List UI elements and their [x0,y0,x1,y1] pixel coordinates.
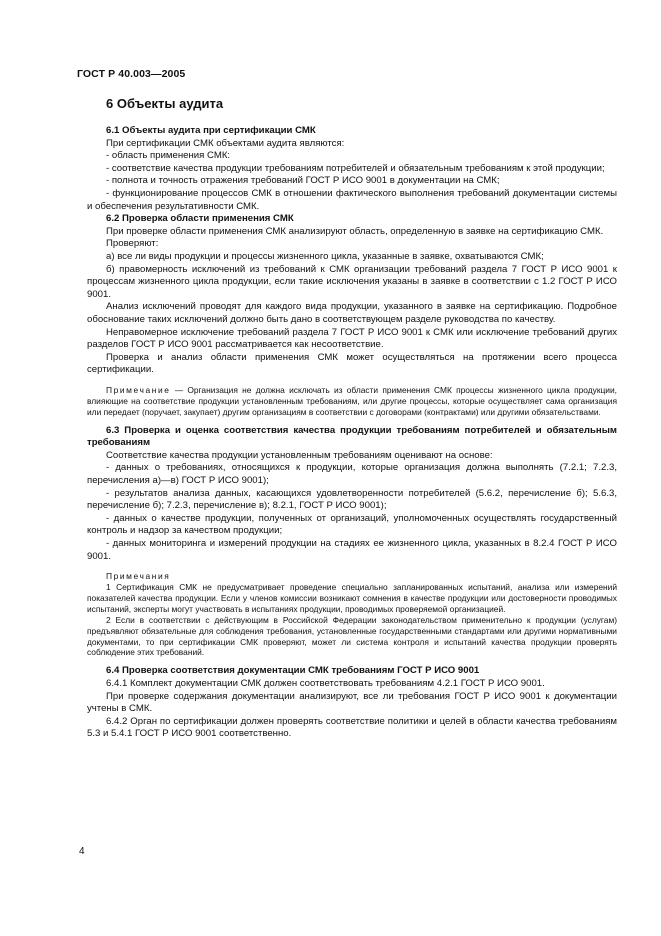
paragraph: Проверяют: [106,238,159,250]
paragraph: Соответствие качества продукции установленным требованиям оценивают на основе: [106,449,493,461]
paragraph: Анализ исключений проводят для каждого вида продукции, указанного в заявке на сертификацию. Подробное обоснование таких исключений должно быть дано в соответствующем разделе руководства по качеству. [87,301,617,325]
list-item: - функционирование процессов СМК в отношении фактического выполнения требований документации системы и обеспечения результативности СМК. [87,187,617,212]
list-item: - полнота и точность отражения требований ГОСТ Р ИСО 9001 в документации на СМК; [106,175,500,187]
list-item: - область применения СМК: [106,150,231,162]
paragraph: При проверке области применения СМК анализируют область, определенную в заявке на сертификацию СМК. [106,225,604,237]
list-item: а) все ли виды продукции и процессы жизненного цикла, указанные в заявке, охватываются СМК; [106,250,544,262]
note-2: 2 Если в соответствии с действующим в Российской Федерации законодательством применительно к продукции (услугам) предъявляют обязательные для соблюдения требования, установленные государственными стандартами или другими нормативными документами, то при сертификации СМК проверяют, может ли система контроля и испытаний качества продукции проверять соблюдение этих требований. [87,614,617,658]
paragraph: Проверка и анализ области применения СМК может осуществляться на протяжении всего процесса сертификации. [87,351,617,376]
note [87,385,617,418]
list-item: - результатов анализа данных, касающихся удовлетворенности потребителей (5.6.2, перечисление б); 5.6.3, перечисление б); 7.2.3, перечисление в); 8.2.1, ГОСТ Р ИСО 9001); [87,487,617,512]
paragraph: 6.4.2 Орган по сертификации должен проверять соответствие политики и целей в области качества требованиям 5.3 и 5.4.1 ГОСТ Р ИСО 9001 соответственно. [87,715,617,740]
list-item: б) правомерность исключений из требований к СМК организации требований раздела 7 ГОСТ Р ИСО 9001 к процессам жизненного цикла продукции, если такие исключения указаны в заявке в соответствии с 1.2 ГОСТ Р ИСО 9001. [87,263,617,300]
notes-label: Примечания [106,571,171,582]
document-body [87,125,617,741]
paragraph: При проверке содержания документации анализируют, все ли требования ГОСТ Р ИСО 9001 к документации учтены в СМК. [87,690,617,715]
paragraph: Неправомерное исключение требований раздела 7 ГОСТ Р ИСО 9001 к СМК или исключение требований других разделов ГОСТ Р ИСО 9001 рассматривается как несоответствие. [87,326,617,351]
subsection-heading-6-4: 6.4 Проверка соответствия документации СМК требованиям ГОСТ Р ИСО 9001 [106,665,480,677]
note-text: — Организация не должна исключать из области применения СМК процессы жизненного цикла продукции, влияющие на соответствие продукции установленным требованиям, или другие процессы, которые осуществляет сама организация или передает (поручает, закупает) другим организациям в соответствии с договорами (контрактами) или другими обязательствами. [87,384,617,417]
subsection-heading-6-3: 6.3 Проверка и оценка соответствия качества продукции требованиям потребителей и обязательным требованиям [87,424,617,449]
list-item: - данных мониторинга и измерений продукции на стадиях ее жизненного цикла, указанных в 8.2.4 ГОСТ Р ИСО 9001. [87,537,617,562]
page-number: 4 [79,846,85,857]
list-item: - данных о качестве продукции, полученных от организаций, уполномоченных осуществлять государственный контроль и надзор за качеством продукции; [87,512,617,537]
subsection-heading-6-1: 6.1 Объекты аудита при сертификации СМК [106,125,316,136]
list-item: - соответствие качества продукции требованиям потребителей и обязательным требованиям к этой продукции; [106,162,605,174]
list-item: - данных о требованиях, относящихся к продукции, которые организация должна выполнять (7.2.1; 7.2.3, перечисления а)—в) ГОСТ Р ИСО 9001); [87,462,617,486]
page-header: ГОСТ Р 40.003—2005 [77,68,186,80]
note-1: 1 Сертификация СМК не предусматривает проведение специально запланированных испытаний, анализа или измерений показателей качества продукции. Если у членов комиссии возникают сомнения в качестве продукции или достоверности проводимых испытаний, эксперты могут участвовать в испытаниях продукции, проводимых проверяемой организацией. [87,582,617,614]
paragraph: При сертификации СМК объектами аудита являются: [106,137,345,149]
section-title: 6 Объекты аудита [106,96,224,111]
subsection-heading-6-2: 6.2 Проверка области применения СМК [106,213,294,225]
paragraph: 6.4.1 Комплект документации СМК должен соответствовать требованиям 4.2.1 ГОСТ Р ИСО 9001. [106,677,545,689]
note-label: Примечание [106,384,171,395]
